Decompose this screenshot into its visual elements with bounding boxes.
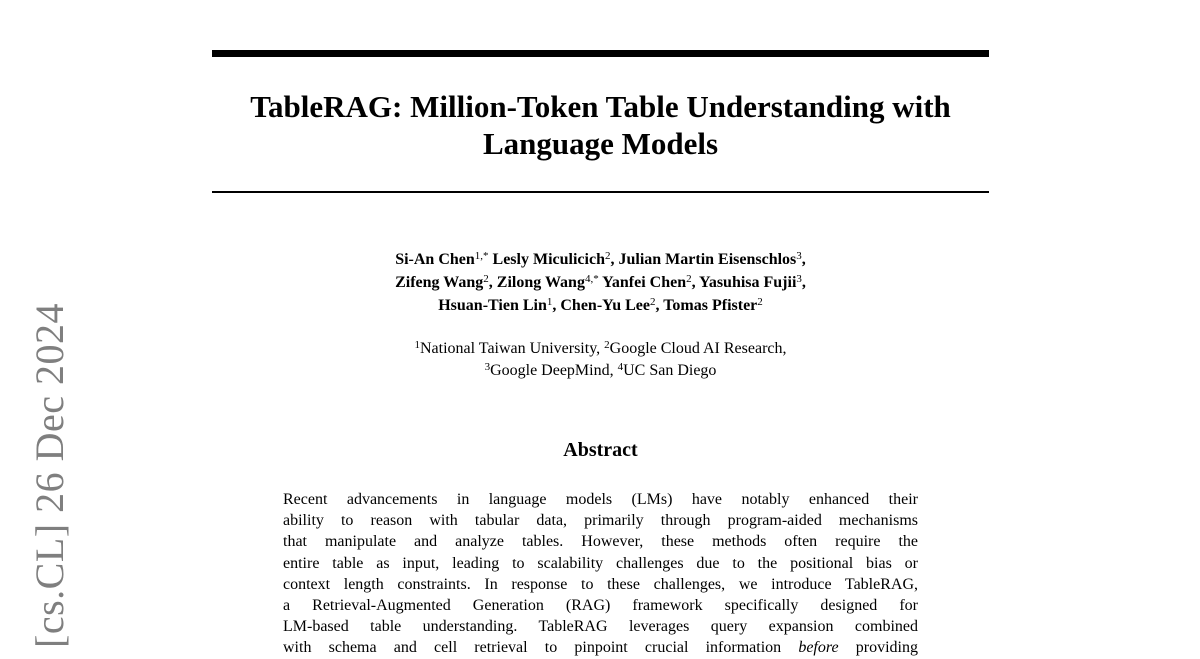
paper-title xyxy=(212,88,989,162)
affiliation-number: 4 xyxy=(617,361,624,373)
author-name: Hsuan-Tien Lin xyxy=(438,297,547,314)
author-affiliation-mark: 3 xyxy=(796,273,802,285)
affiliation-separator: , xyxy=(609,362,618,379)
abstract-line: LM-based table understanding. TableRAG leverages query expansion combined xyxy=(283,618,918,636)
author-affiliation-mark: 4,* xyxy=(584,273,599,285)
abstract-line: that manipulate and analyze tables. However, these methods often require the xyxy=(283,533,918,551)
author-name: Lesly Miculicich xyxy=(492,251,605,268)
affiliation-number: 3 xyxy=(484,361,491,373)
author-affiliation-mark: 2 xyxy=(686,273,692,285)
author-affiliation-mark: 1,* xyxy=(474,250,489,262)
abstract-text: with schema and cell retrieval to pinpoint crucial information xyxy=(283,639,799,657)
abstract-line: a Retrieval-Augmented Generation (RAG) framework specifically designed for xyxy=(283,597,918,615)
author-name: Yanfei Chen xyxy=(602,274,687,291)
affiliation-line xyxy=(212,360,989,382)
author-separator: , xyxy=(801,251,806,268)
abstract-heading: Abstract xyxy=(563,439,638,461)
abstract-line: context length constraints. In response to these challenges, we introduce TableRAG, xyxy=(283,575,918,593)
affiliation-number: 2 xyxy=(604,339,610,351)
abstract-body xyxy=(283,489,918,659)
affiliation-separator: , xyxy=(596,340,605,357)
affiliation-separator: , xyxy=(782,340,787,357)
author-separator: , xyxy=(610,251,619,268)
author-separator: , xyxy=(691,274,700,291)
abstract-text: providing xyxy=(838,639,918,657)
abstract-emphasis: before xyxy=(798,639,839,657)
abstract-line xyxy=(283,637,918,658)
affiliation-name: Google DeepMind xyxy=(490,362,610,379)
abstract-line: ability to reason with tabular data, primarily through program-aided mechanisms xyxy=(283,512,918,530)
author-name: Yasuhisa Fujii xyxy=(699,274,797,291)
title-top-rule xyxy=(212,50,989,57)
affiliation-list xyxy=(212,338,989,382)
author-separator: , xyxy=(655,297,664,314)
author-line xyxy=(212,248,989,271)
author-line xyxy=(212,271,989,294)
author-affiliation-mark: 1 xyxy=(546,296,553,308)
author-affiliation-mark: 2 xyxy=(483,273,489,285)
affiliation-number: 1 xyxy=(414,339,420,351)
paper-title-line-1: TableRAG: Million-Token Table Understanding with xyxy=(250,89,951,124)
author-name: Zilong Wang xyxy=(496,274,585,291)
author-name: Chen-Yu Lee xyxy=(560,297,650,314)
author-name: Tomas Pfister xyxy=(663,297,758,314)
author-list xyxy=(212,248,989,317)
paper-title-line-2: Language Models xyxy=(482,126,719,161)
abstract-line: Recent advancements in language models (LMs) have notably enhanced their xyxy=(283,491,918,508)
author-separator: , xyxy=(801,274,806,291)
author-affiliation-mark: 2 xyxy=(604,250,611,262)
author-name: Si-An Chen xyxy=(395,251,475,268)
author-line xyxy=(212,294,989,317)
abstract-line: entire table as input, leading to scalability challenges due to the positional bias or xyxy=(283,554,918,572)
author-affiliation-mark: 2 xyxy=(757,296,763,308)
affiliation-name: Google Cloud AI Research xyxy=(609,340,783,357)
affiliation-name: UC San Diego xyxy=(623,362,717,379)
author-affiliation-mark: 3 xyxy=(796,250,802,262)
author-affiliation-mark: 2 xyxy=(650,296,656,308)
author-name: Julian Martin Eisenschlos xyxy=(618,251,797,268)
affiliation-line xyxy=(212,338,989,360)
author-name: Zifeng Wang xyxy=(395,274,484,291)
affiliation-name: National Taiwan University xyxy=(419,340,597,357)
title-bottom-rule xyxy=(212,191,989,193)
author-separator: , xyxy=(552,297,561,314)
arxiv-stamp: [cs.CL] 26 Dec 2024 xyxy=(27,303,72,648)
author-separator: , xyxy=(488,274,497,291)
